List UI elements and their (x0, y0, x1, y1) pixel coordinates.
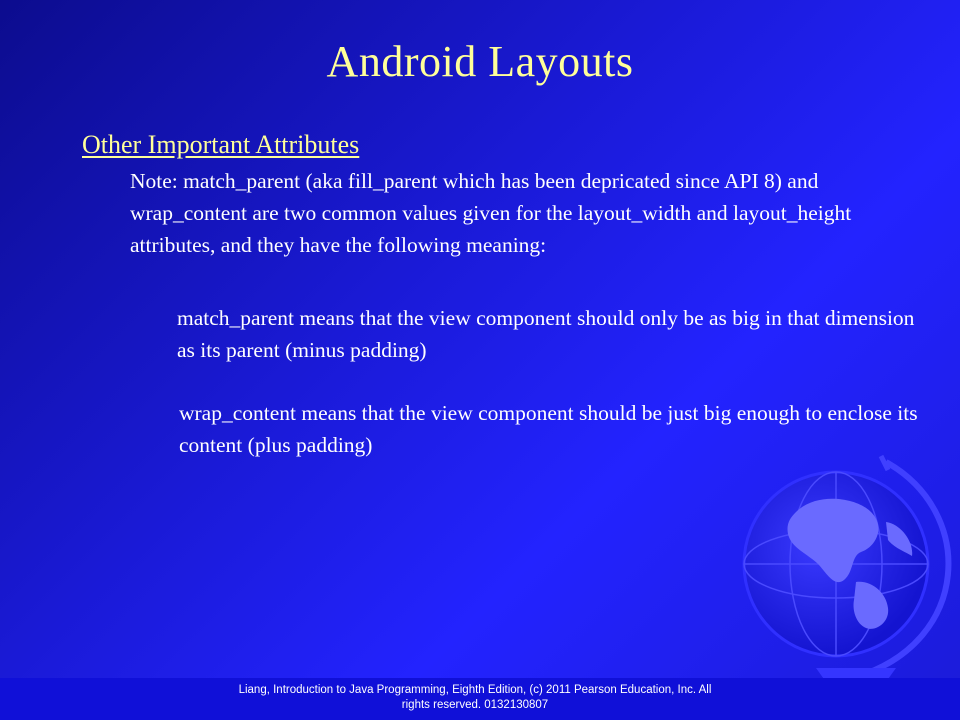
section-heading: Other Important Attributes (82, 130, 360, 159)
footer-copyright (190, 683, 760, 713)
wrap-content-definition: wrap_content means that the view component should be just big enough to enclose its content (plus padding) (179, 401, 918, 457)
slide-title: Android Layouts (326, 37, 634, 86)
globe-icon (736, 452, 960, 684)
footer-line-1: Liang, Introduction to Java Programming, Eighth Edition, (c) 2011 Pearson Education, Inc. All (238, 684, 712, 696)
footer-line-2: rights reserved. 0132130807 (401, 699, 549, 711)
match-parent-definition: match_parent means that the view component should only be as big in that dimension as its parent (minus padding) (177, 306, 915, 362)
note-paragraph: Note: match_parent (aka fill_parent which has been depricated since API 8) and wrap_content are two common values given for the layout_width and layout_height attributes, and they have the following meaning: (130, 169, 852, 257)
